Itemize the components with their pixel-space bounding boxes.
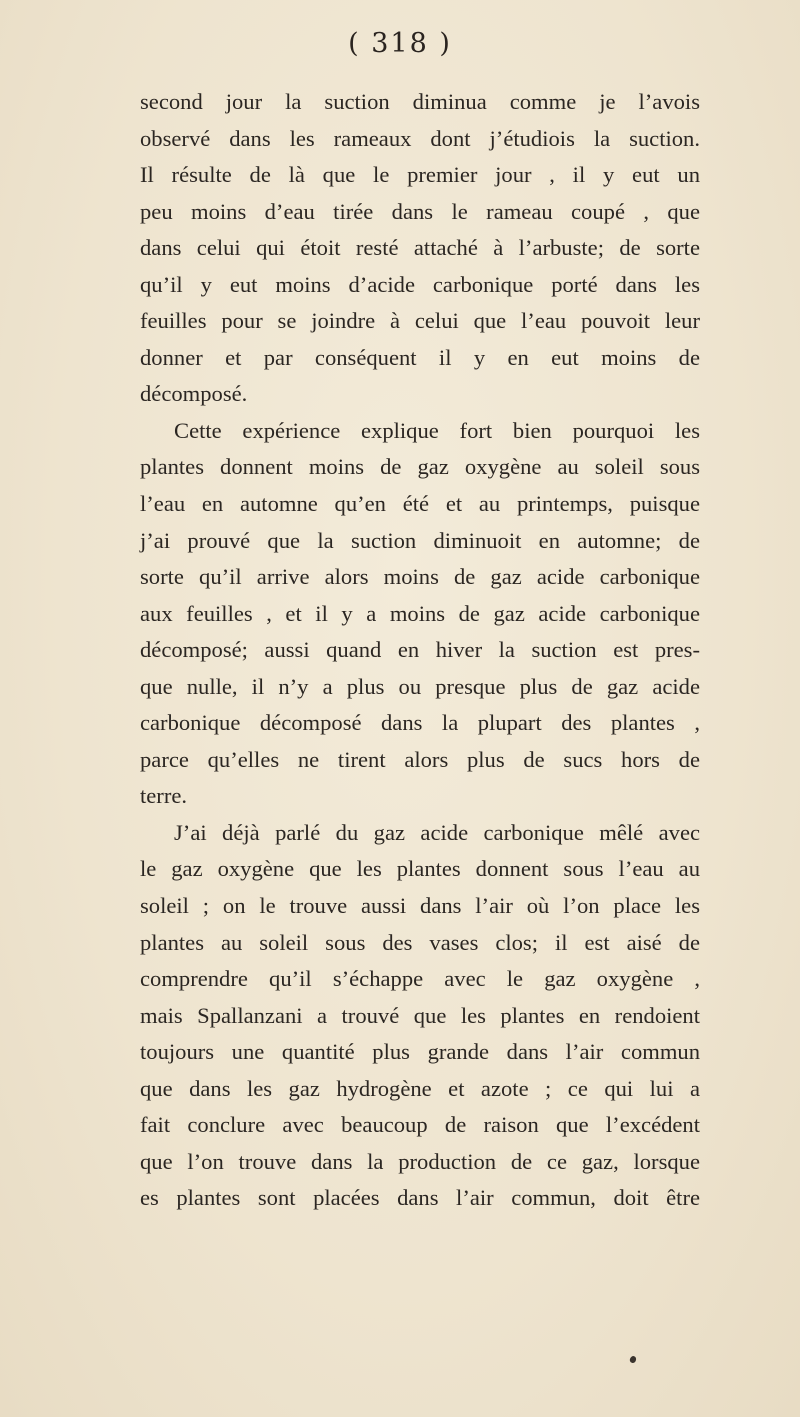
text-line: j’ai prouvé que la suction diminuoit en automne; de <box>140 527 700 553</box>
text-line: décomposé; aussi quand en hiver la suction est pres- <box>140 637 700 663</box>
text-line: le gaz oxygène que les plantes donnent sous l’eau au <box>140 856 700 882</box>
text-line: Cette expérience explique fort bien pourquoi les <box>174 417 700 443</box>
text-line: plantes au soleil sous des vases clos; il est aisé de <box>140 929 700 955</box>
text-line: Il résulte de là que le premier jour , il y eut un <box>140 162 700 188</box>
text-line: donner et par conséquent il y en eut moins de <box>140 344 700 370</box>
text-line: aux feuilles , et il y a moins de gaz acide carbonique <box>140 600 700 626</box>
text-line: feuilles pour se joindre à celui que l’eau pouvoit leur <box>140 308 700 334</box>
text-line: dans celui qui étoit resté attaché à l’arbuste; de sorte <box>140 235 700 261</box>
text-line: es plantes sont placées dans l’air commun, doit être <box>140 1185 700 1211</box>
text-line: second jour la suction diminua comme je l’avois <box>140 89 700 114</box>
text-line: mais Spallanzani a trouvé que les plantes en rendoient <box>140 1002 700 1028</box>
body-text <box>140 84 700 1217</box>
text-line: l’eau en automne qu’en été et au printemps, puisque <box>140 491 700 517</box>
text-line: que dans les gaz hydrogène et azote ; ce qui lui a <box>140 1075 700 1101</box>
text-line: toujours une quantité plus grande dans l’air commun <box>140 1039 700 1065</box>
text-line: fait conclure avec beaucoup de raison que l’excédent <box>140 1112 700 1138</box>
text-line: peu moins d’eau tirée dans le rameau coupé , que <box>140 198 700 224</box>
text-line: carbonique décomposé dans la plupart des plantes , <box>140 710 700 736</box>
text-line: J’ai déjà parlé du gaz acide carbonique mêlé avec <box>174 819 700 845</box>
text-line: que l’on trouve dans la production de ce gaz, lorsque <box>140 1148 700 1174</box>
text-line: observé dans les rameaux dont j’étudiois la suction. <box>140 125 700 151</box>
text-line: comprendre qu’il s’échappe avec le gaz oxygène , <box>140 966 700 992</box>
text-line: terre. <box>140 783 188 809</box>
text-line: parce qu’elles ne tirent alors plus de sucs hors de <box>140 746 700 772</box>
text-line: décomposé. <box>140 381 248 407</box>
page-number-header: ( 318 ) <box>348 28 452 59</box>
text-line: plantes donnent moins de gaz oxygène au soleil sous <box>140 454 700 480</box>
text-line: soleil ; on le trouve aussi dans l’air où l’on place les <box>140 893 700 919</box>
ink-speck <box>629 1355 637 1364</box>
text-line: qu’il y eut moins d’acide carbonique porté dans les <box>140 271 700 297</box>
text-line: que nulle, il n’y a plus ou presque plus de gaz acide <box>140 673 700 699</box>
text-line: sorte qu’il arrive alors moins de gaz acide carbonique <box>140 564 700 590</box>
